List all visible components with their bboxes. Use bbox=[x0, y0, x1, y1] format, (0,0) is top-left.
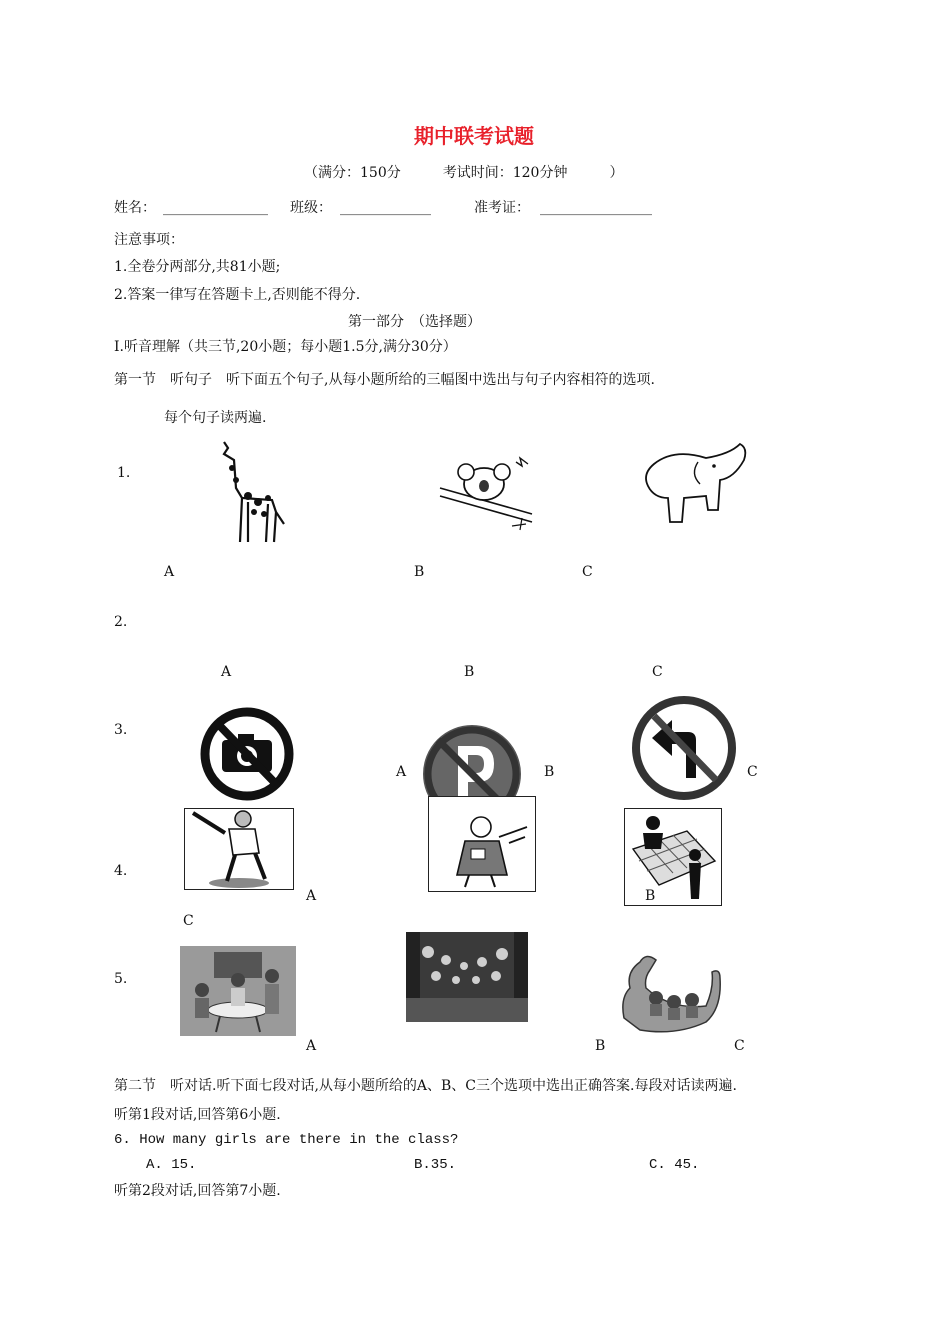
option-label: B bbox=[414, 564, 425, 580]
class-field[interactable]: _____________ bbox=[340, 200, 431, 216]
option-label: A bbox=[221, 664, 232, 680]
question-6: 6. How many girls are there in the class? bbox=[114, 1132, 459, 1148]
exam-id-field[interactable]: ________________ bbox=[540, 200, 652, 216]
section-title: Ⅰ.听音理解（共三节,20小题；每小题1.5分,满分30分） bbox=[114, 339, 457, 355]
question-number: 1. bbox=[117, 465, 131, 481]
giraffe-drawing[interactable] bbox=[214, 438, 290, 544]
family-dinner-photo[interactable] bbox=[180, 946, 296, 1036]
option-label: A bbox=[396, 764, 407, 780]
option-label: B bbox=[544, 764, 555, 780]
part-one-heading: 第一部分 （选择题） bbox=[348, 314, 481, 330]
no-left-turn-sign[interactable] bbox=[630, 696, 738, 800]
name-label: 姓名： bbox=[114, 200, 156, 216]
option-label: B bbox=[464, 664, 475, 680]
section1-note: 每个句子读两遍. bbox=[164, 410, 267, 426]
option-label: B bbox=[645, 888, 656, 904]
option-label: C bbox=[734, 1038, 745, 1054]
section1-instruction: 第一节 听句子 听下面五个句子,从每小题所给的三幅图中选出与句子内容相符的选项. bbox=[114, 372, 655, 388]
option-label: C bbox=[183, 913, 194, 929]
class-label: 班级： bbox=[290, 200, 332, 216]
question-number: 5. bbox=[114, 971, 128, 987]
dialog-intro: 听第2段对话,回答第7小题. bbox=[114, 1183, 281, 1199]
koala-drawing[interactable] bbox=[436, 452, 538, 534]
answer-option[interactable]: B.35. bbox=[414, 1157, 457, 1173]
section2-instruction: 第二节 听对话.听下面七段对话,从每小题所给的A、B、C三个选项中选出正确答案.每段对话读两遍. bbox=[114, 1078, 737, 1094]
name-field[interactable]: _______________ bbox=[163, 200, 268, 216]
notes-heading: 注意事项： bbox=[114, 232, 184, 248]
option-label: B bbox=[595, 1038, 606, 1054]
note-item: 2.答案一律写在答题卡上,否则能不得分. bbox=[114, 287, 361, 303]
answer-option[interactable]: C. 45. bbox=[649, 1157, 700, 1173]
elephant-drawing[interactable] bbox=[634, 440, 752, 526]
option-label: A bbox=[306, 1038, 317, 1054]
option-label: C bbox=[582, 564, 593, 580]
question-number: 2. bbox=[114, 614, 128, 630]
note-item: 1.全卷分两部分,共81小题; bbox=[114, 259, 281, 275]
question-number: 3. bbox=[114, 722, 128, 738]
score-time-info: （满分：150分 考试时间：120分钟 ） bbox=[304, 165, 624, 181]
answer-option[interactable]: A. 15. bbox=[146, 1157, 197, 1173]
baseball-player-drawing[interactable] bbox=[184, 808, 294, 890]
dragon-boat-drawing[interactable] bbox=[616, 948, 722, 1038]
violin-player-drawing[interactable] bbox=[428, 796, 536, 892]
option-label: C bbox=[747, 764, 758, 780]
chess-players-drawing[interactable] bbox=[624, 808, 722, 906]
no-photography-sign[interactable] bbox=[196, 706, 298, 802]
dialog-intro: 听第1段对话,回答第6小题. bbox=[114, 1107, 281, 1123]
question-number: 4. bbox=[114, 863, 128, 879]
exam-id-label: 准考证： bbox=[474, 200, 530, 216]
option-label: A bbox=[164, 564, 175, 580]
lanterns-street-photo[interactable] bbox=[406, 932, 528, 1022]
option-label: A bbox=[306, 888, 317, 904]
page-title: 期中联考试题 bbox=[414, 124, 534, 148]
option-label: C bbox=[652, 664, 663, 680]
